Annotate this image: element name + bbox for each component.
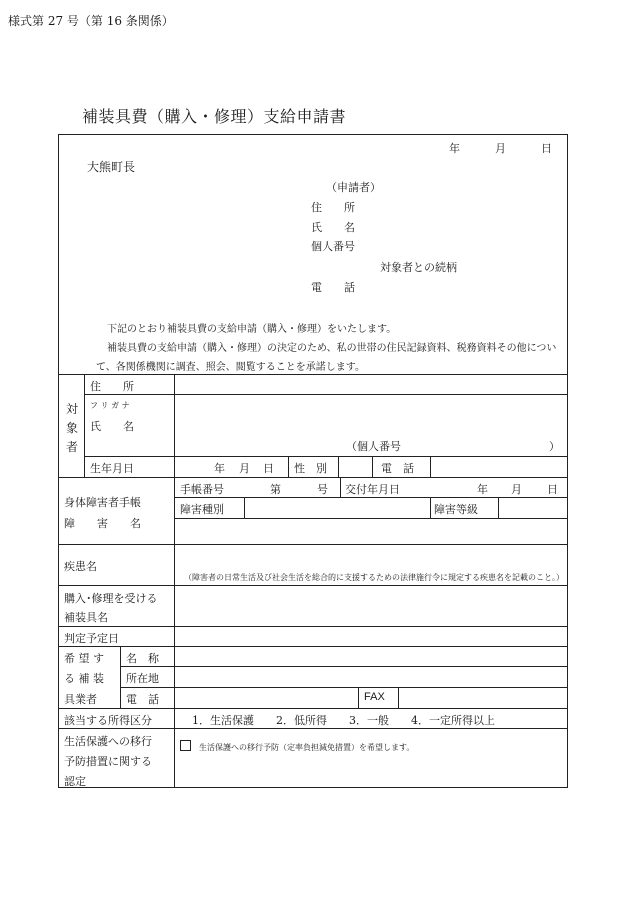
applicant-heading: （申請者） xyxy=(326,181,381,194)
divider xyxy=(58,708,568,709)
divider xyxy=(120,687,568,688)
issue-date-label: 交付年月日 xyxy=(345,483,400,496)
book-number-label: 手帳番号 xyxy=(180,483,224,496)
divider xyxy=(58,626,568,627)
vendor-label-3: 具業者 xyxy=(64,693,97,706)
birth-month: 月 xyxy=(239,462,250,475)
transition-label-3: 認定 xyxy=(64,775,86,788)
device-label: 購入･修理を受ける xyxy=(64,592,158,605)
addressee: 大熊町長 xyxy=(87,160,136,174)
body-text-line1: 下記のとおり補装具費の支給申請（購入・修理）をいたします。 xyxy=(107,324,397,335)
divider xyxy=(372,456,373,477)
device-label-2: 補装具名 xyxy=(64,611,108,624)
page-title: 補装具費（購入・修理）支給申請書 xyxy=(82,107,347,126)
divider xyxy=(174,497,568,498)
vendor-label: 希 望 す xyxy=(64,652,104,665)
vendor-name-label: 名 称 xyxy=(126,652,159,665)
divider xyxy=(58,544,568,545)
issue-day: 日 xyxy=(547,483,558,496)
divider xyxy=(174,374,175,788)
divider xyxy=(58,646,568,647)
divider xyxy=(174,518,568,519)
disability-name-label: 障 害 名 xyxy=(64,517,141,530)
subject-furigana-label: フ リ ガ ナ xyxy=(90,401,130,410)
vendor-label-2: る 補 装 xyxy=(64,672,104,685)
divider xyxy=(338,456,339,477)
transition-option[interactable] xyxy=(180,735,414,754)
date-year: 年 xyxy=(449,142,460,155)
subject-address-label: 住 所 xyxy=(90,380,134,393)
applicant-address-label: 住 所 xyxy=(311,201,355,214)
divider xyxy=(84,394,568,395)
divider xyxy=(498,497,499,518)
divider xyxy=(58,374,568,375)
book-number-go: 号 xyxy=(317,483,328,496)
transition-text: 生活保護への移行予防（定率負担減免措置）を希望します。 xyxy=(199,743,415,752)
subject-number-close: ） xyxy=(549,440,560,453)
divider xyxy=(430,456,431,477)
subject-number-label: （個人番号 xyxy=(346,440,401,453)
body-text-line2: 補装具費の支給申請（購入・修理）の決定のため、私の世帯の住民記録資料、税務資料その他につい xyxy=(107,343,557,354)
subject-phone-label: 電 話 xyxy=(381,462,414,475)
divider xyxy=(84,374,85,477)
subject-label-char: 象 xyxy=(66,421,79,435)
divider xyxy=(288,456,289,477)
form-number: 様式第 27 号（第 16 条関係） xyxy=(8,14,174,28)
divider xyxy=(120,666,568,667)
book-number-dai: 第 xyxy=(270,483,281,496)
issue-year: 年 xyxy=(477,483,488,496)
divider xyxy=(340,477,341,497)
disability-grade-label: 障害等級 xyxy=(434,503,478,516)
applicant-number-label: 個人番号 xyxy=(311,240,355,253)
date-day: 日 xyxy=(541,142,552,155)
judgment-date-label: 判定予定日 xyxy=(64,632,119,645)
transition-label-2: 予防措置に関する xyxy=(64,755,152,768)
divider xyxy=(58,477,568,478)
divider xyxy=(58,585,568,586)
divider xyxy=(430,497,431,518)
divider xyxy=(58,728,568,729)
checkbox[interactable] xyxy=(180,740,191,751)
divider xyxy=(398,687,399,708)
birth-year: 年 xyxy=(214,462,225,475)
disease-note: （障害者の日常生活及び社会生活を総合的に支援するための法律施行令に規定する疾患名を記載のこと。） xyxy=(184,573,564,582)
date-month: 月 xyxy=(495,142,506,155)
vendor-location-label: 所在地 xyxy=(126,672,159,685)
divider xyxy=(358,687,359,708)
income-label: 該当する所得区分 xyxy=(64,714,152,727)
subject-name-label: 氏 名 xyxy=(90,420,134,433)
vendor-phone-label: 電 話 xyxy=(126,693,159,706)
divider xyxy=(120,646,121,708)
vendor-fax-label: FAX xyxy=(364,691,385,703)
subject-label-char: 対 xyxy=(66,402,79,416)
issue-month: 月 xyxy=(511,483,522,496)
subject-gender-label: 性 別 xyxy=(294,462,327,475)
disability-label: 身体障害者手帳 xyxy=(64,496,141,509)
divider xyxy=(244,497,245,518)
applicant-phone-label: 電 話 xyxy=(311,281,355,294)
disease-label: 疾患名 xyxy=(64,560,97,573)
disability-type-label: 障害種別 xyxy=(180,503,224,516)
income-options: 1．生活保護 2．低所得 3．一般 4．一定所得以上 xyxy=(192,714,495,727)
transition-label: 生活保護への移行 xyxy=(64,735,152,748)
birth-day: 日 xyxy=(263,462,274,475)
body-text-line3: て、各関係機関に調査、照会、閲覧することを承諾します。 xyxy=(96,362,365,373)
divider xyxy=(84,456,568,457)
subject-birthdate-label: 生年月日 xyxy=(90,462,134,475)
subject-label-char: 者 xyxy=(66,440,79,454)
applicant-relationship-label: 対象者との続柄 xyxy=(380,261,457,274)
applicant-name-label: 氏 名 xyxy=(311,221,355,234)
